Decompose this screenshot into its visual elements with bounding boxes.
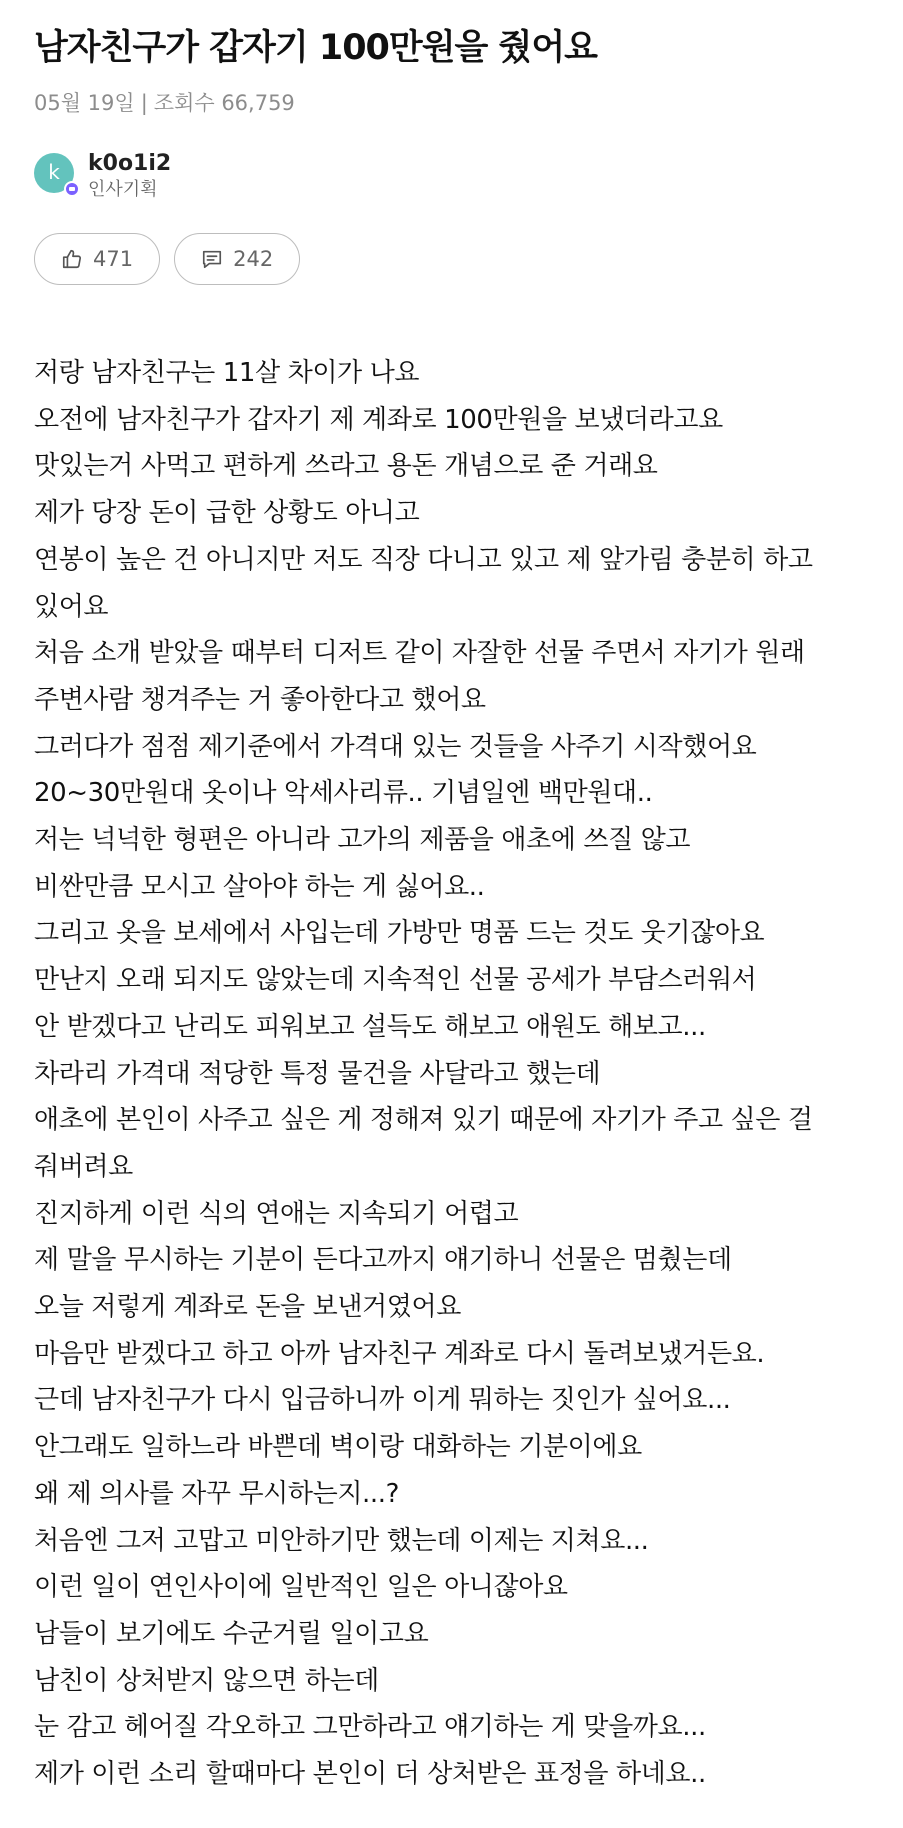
- body-line: 처음엔 그저 고맙고 미안하기만 했는데 이제는 지쳐요...: [34, 1525, 649, 1556]
- body-line: 눈 감고 헤어질 각오하고 그만하라고 얘기하는 게 맞을까요...: [34, 1712, 706, 1743]
- body-line: 20~30만원대 옷이나 악세사리류.. 기념일엔 백만원대..: [34, 778, 653, 809]
- body-line: 안그래도 일하느라 바쁜데 벽이랑 대화하는 기분이에요: [34, 1432, 642, 1463]
- comment-icon: [201, 248, 223, 270]
- body-line: 진지하게 이런 식의 연애는 지속되기 어렵고: [34, 1198, 519, 1229]
- body-line: 처음 소개 받았을 때부터 디저트 같이 자잘한 선물 주면서 자기가 원래: [34, 638, 805, 669]
- body-line: 왜 제 의사를 자꾸 무시하는지...?: [34, 1478, 400, 1509]
- body-line: 그러다가 점점 제기준에서 가격대 있는 것들을 사주기 시작했어요: [34, 731, 757, 762]
- body-line: 제가 이런 소리 할때마다 본인이 더 상처받은 표정을 하네요..: [34, 1759, 706, 1790]
- author-block[interactable]: [34, 148, 171, 204]
- body-line: 주변사람 챙겨주는 거 좋아한다고 했어요: [34, 684, 486, 715]
- body-line: 오전에 남자친구가 갑자기 제 계좌로 100만원을 보냈더라고요: [34, 404, 723, 435]
- body-line: 있어요: [34, 591, 109, 622]
- avatar-letter: k: [48, 160, 60, 184]
- thumbs-up-icon: [61, 248, 83, 270]
- body-line: 이런 일이 연인사이에 일반적인 일은 아니잖아요: [34, 1572, 568, 1603]
- meta-separator: |: [140, 91, 148, 115]
- body-line: 맛있는거 사먹고 편하게 쓰라고 용돈 개념으로 준 거래요: [34, 451, 658, 482]
- body-line: 마음만 받겠다고 하고 아까 남자친구 계좌로 다시 돌려보냈거든요.: [34, 1338, 765, 1369]
- body-line: 저는 넉넉한 형편은 아니라 고가의 제품을 애초에 쓰질 않고: [34, 825, 691, 856]
- body-line: 제가 당장 돈이 급한 상황도 아니고: [34, 498, 420, 529]
- post-date: 05월 19일: [34, 91, 135, 115]
- body-line: 연봉이 높은 건 아니지만 저도 직장 다니고 있고 제 앞가림 충분히 하고: [34, 544, 813, 575]
- comment-count: 242: [233, 247, 274, 271]
- verified-badge-icon: [64, 181, 80, 197]
- author-name[interactable]: k0o1i2: [88, 151, 172, 176]
- view-count: 조회수 66,759: [153, 91, 295, 115]
- body-line: 근데 남자친구가 다시 입금하니까 이게 뭐하는 짓인가 싶어요...: [34, 1385, 731, 1416]
- body-line: 오늘 저렇게 계좌로 돈을 보낸거였어요: [34, 1292, 461, 1323]
- post-meta: [34, 88, 295, 118]
- body-line: 제 말을 무시하는 기분이 든다고까지 얘기하니 선물은 멈췄는데: [34, 1245, 732, 1276]
- body-line: 만난지 오래 되지도 않았는데 지속적인 선물 공세가 부담스러워서: [34, 965, 757, 996]
- body-line: 남들이 보기에도 수군거릴 일이고요: [34, 1618, 429, 1649]
- body-line: 저랑 남자친구는 11살 차이가 나요: [34, 358, 420, 388]
- body-line: 비싼만큼 모시고 살아야 하는 게 싫어요..: [34, 871, 485, 902]
- like-button[interactable]: [34, 233, 160, 285]
- author-info: [88, 150, 171, 202]
- body-line: 애초에 본인이 사주고 싶은 게 정해져 있기 때문에 자기가 주고 싶은 걸: [34, 1105, 813, 1136]
- comment-button[interactable]: [174, 233, 300, 285]
- body-line: 그리고 옷을 보세에서 사입는데 가방만 명품 드는 것도 웃기잖아요: [34, 918, 765, 949]
- post-actions: [34, 233, 300, 285]
- body-line: 안 받겠다고 난리도 피워보고 설득도 해보고 애원도 해보고...: [34, 1011, 706, 1042]
- like-count: 471: [93, 247, 134, 271]
- body-line: 차라리 가격대 적당한 특정 물건을 사달라고 했는데: [34, 1058, 601, 1089]
- post-title: 남자친구가 갑자기 100만원을 줬어요: [34, 28, 597, 68]
- body-line: 줘버려요: [34, 1151, 133, 1182]
- post-body: [34, 350, 869, 1798]
- author-department: 인사기획: [88, 179, 158, 200]
- avatar[interactable]: [34, 153, 74, 193]
- body-line: 남친이 상처받지 않으면 하는데: [34, 1665, 379, 1696]
